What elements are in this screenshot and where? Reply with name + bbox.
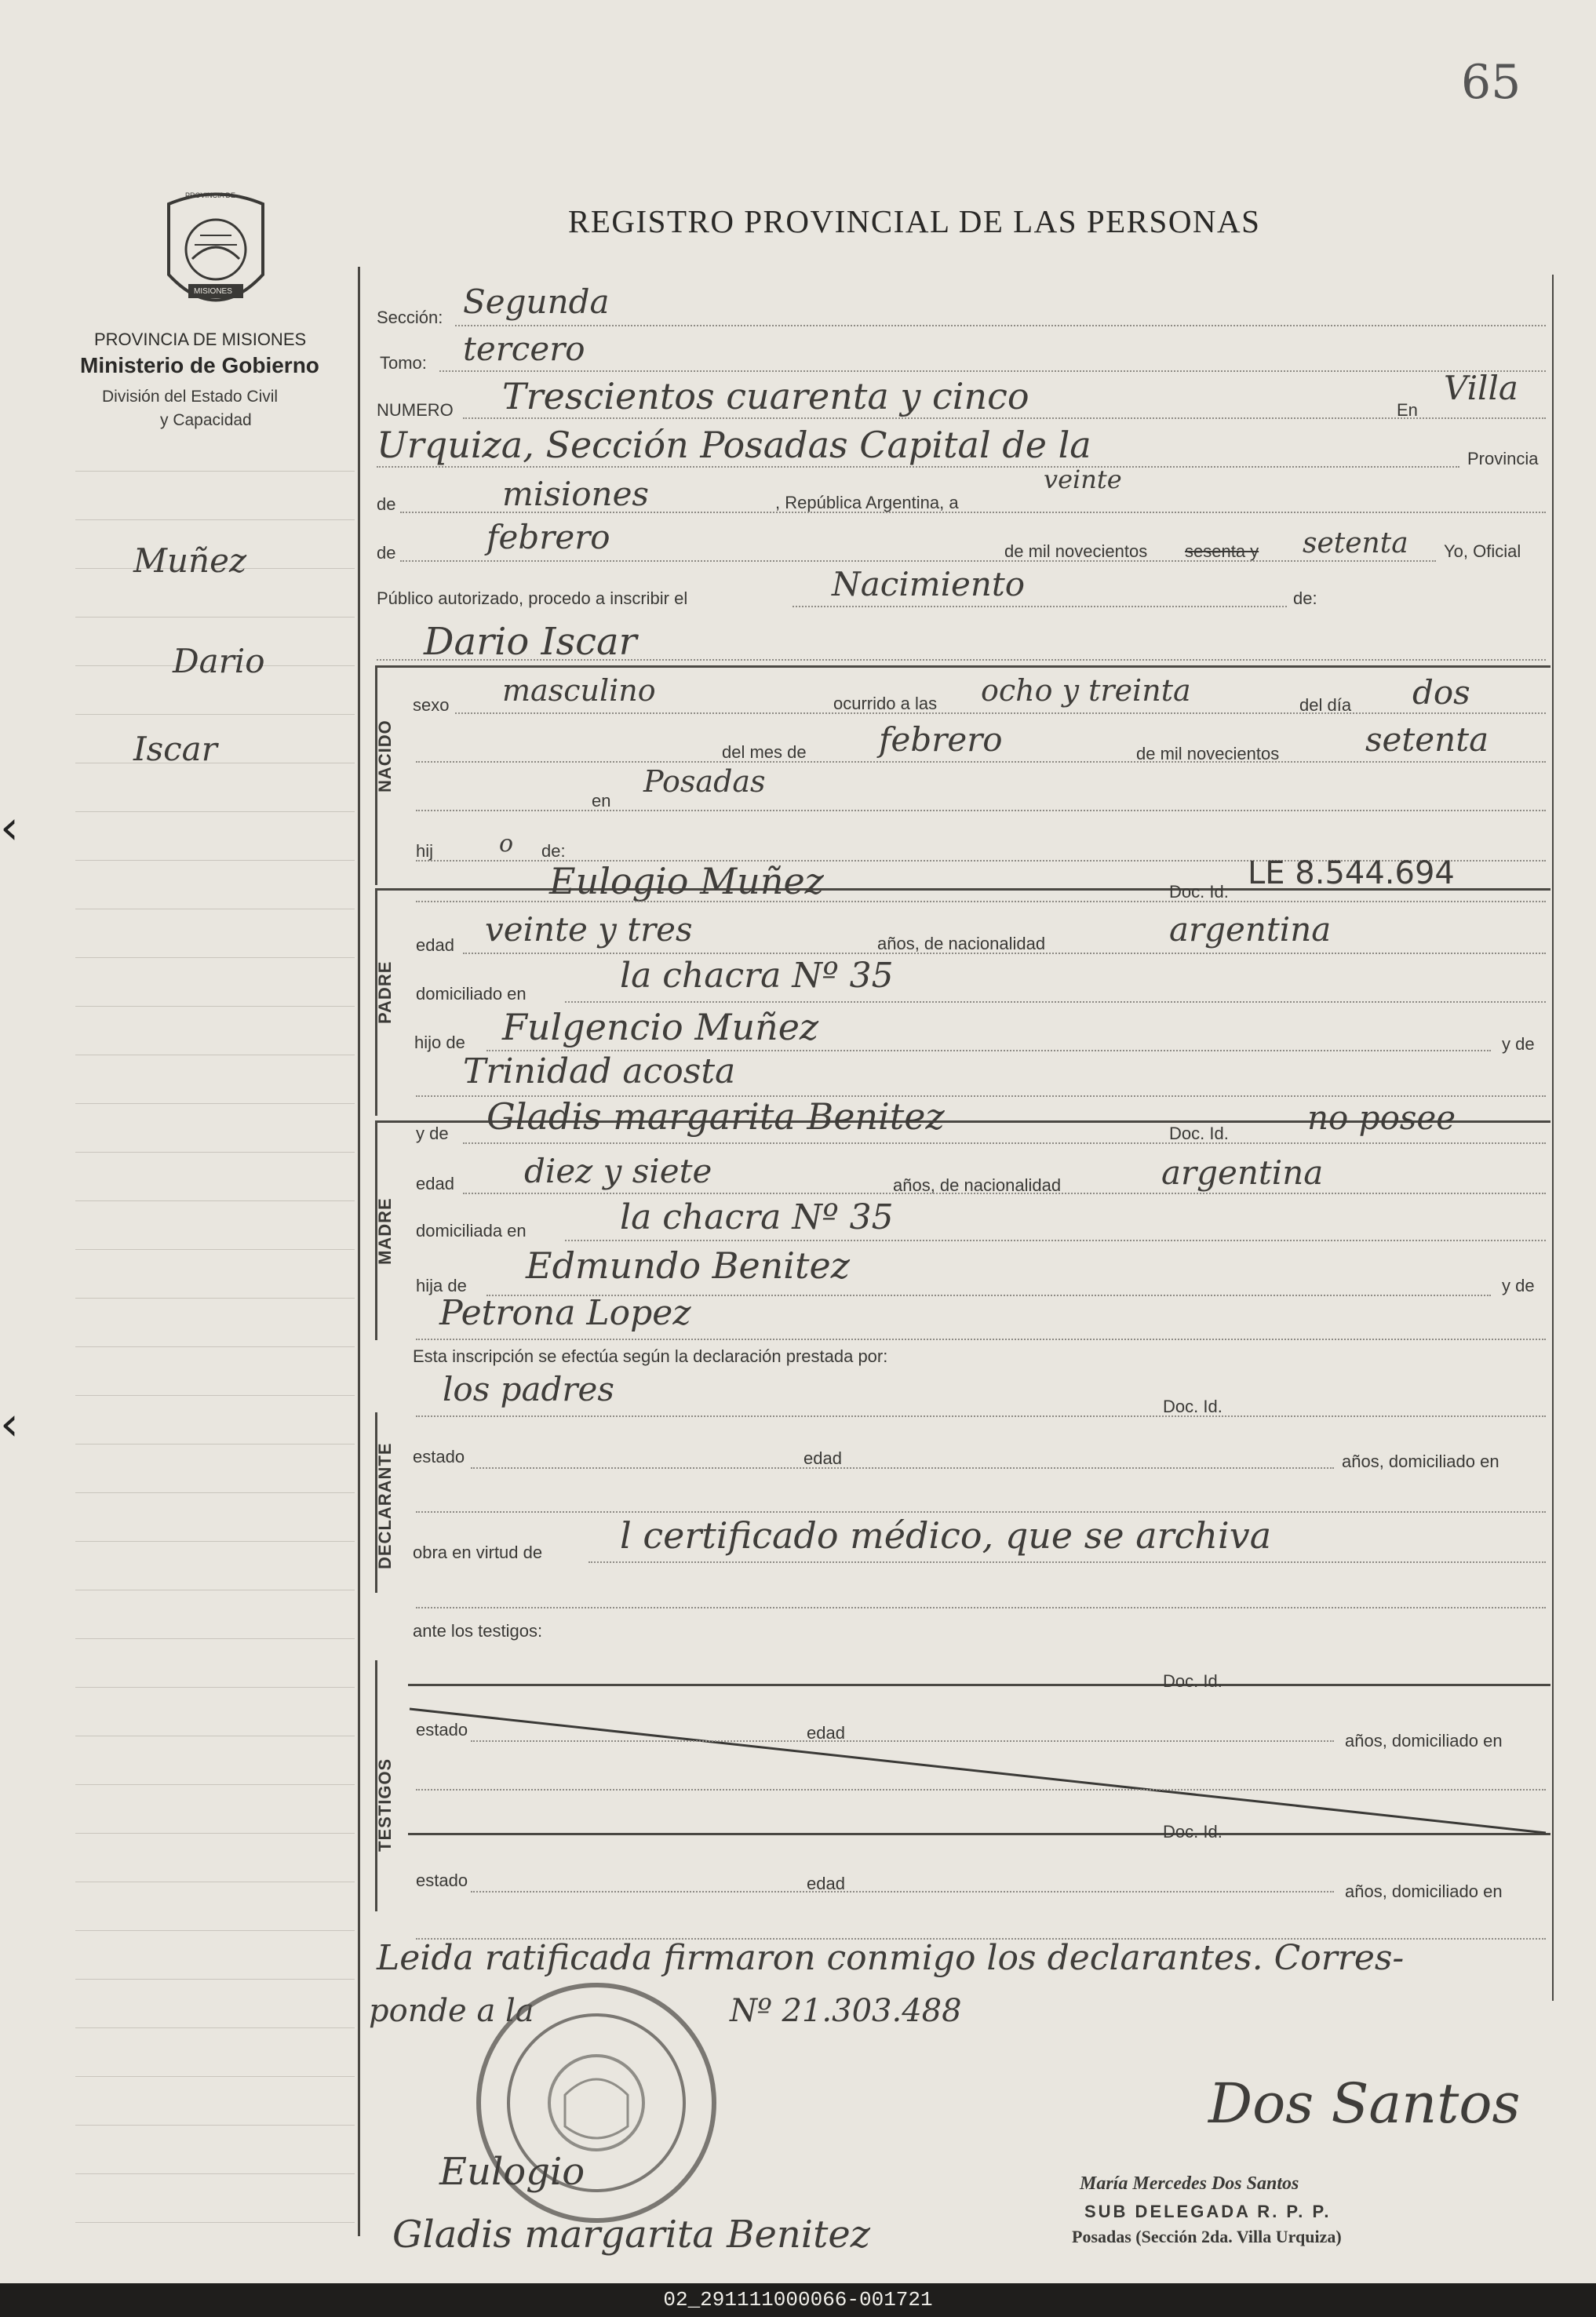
ante-label: ante los testigos: — [413, 1621, 543, 1641]
del-dia-label: del día — [1299, 695, 1352, 715]
anos-dom-label-3: años, domiciliado en — [1345, 1882, 1503, 1901]
padre-nacionalidad-label: años, de nacionalidad — [877, 934, 1046, 953]
numero-line — [463, 417, 1546, 419]
padre-nombre-value: Eulogio Muñez — [549, 860, 824, 902]
estado-line — [471, 1467, 1334, 1469]
madre-madre-value: Petrona Lopez — [439, 1293, 691, 1333]
yo-oficial-label: Yo, Oficial — [1444, 541, 1521, 561]
edad-label-3: edad — [803, 1448, 842, 1468]
page-number: 65 — [1461, 55, 1521, 110]
padre-nacionalidad-value: argentina — [1169, 910, 1332, 949]
mes-value: febrero — [879, 720, 1003, 759]
padre-nombre-line — [416, 901, 1546, 902]
closing-text-line-2: ponde a la — [369, 1993, 534, 2029]
official-office: Posadas (Sección 2da. Villa Urquiza) — [1072, 2227, 1342, 2246]
seal-top-text: PROVINCIA DE — [185, 191, 236, 199]
official-name: María Mercedes Dos Santos — [1080, 2173, 1299, 2194]
lugar-line — [377, 466, 1459, 468]
section-padre: PADRE — [375, 960, 395, 1024]
sesenta-y-label: sesenta y — [1185, 541, 1259, 561]
tomo-value: tercero — [463, 330, 585, 368]
en-label-2: en — [592, 791, 611, 811]
madre-nombre-line — [463, 1142, 1546, 1144]
doc-id-label-5: Doc. Id. — [1163, 1822, 1223, 1842]
division-label: División del Estado Civil — [102, 388, 279, 406]
republica-label: , República Argentina, a — [775, 493, 959, 512]
anos-dom-label: años, domiciliado en — [1342, 1452, 1499, 1471]
padre-doc-value: LE 8.544.694 — [1248, 855, 1455, 891]
madre-nombre-value: Gladis margarita Benitez — [486, 1095, 945, 1138]
estado-label-3: estado — [416, 1871, 468, 1890]
dia-value: dos — [1412, 673, 1470, 712]
edad-label-4: edad — [807, 1723, 845, 1743]
doc-id-label-2: Doc. Id. — [1169, 1124, 1229, 1143]
testigo1-domicilio-line — [416, 1789, 1546, 1791]
obra-line — [588, 1561, 1546, 1563]
madre-domicilio-label: domiciliada en — [416, 1221, 527, 1240]
de-colon-label-2: de: — [541, 841, 566, 861]
anos-dom-label-2: años, domiciliado en — [1345, 1731, 1503, 1751]
inscripcion-label: Esta inscripción se efectúa según la declaración prestada por: — [413, 1346, 888, 1366]
madre-y-de-label: y de — [416, 1124, 449, 1143]
provincia-label: Provincia — [1467, 449, 1539, 468]
padre-y-de-label: y de — [1502, 1034, 1535, 1054]
de-mil-label: de mil novecientos — [1004, 541, 1148, 561]
padre-domicilio-value: la chacra Nº 35 — [620, 956, 894, 996]
madre-nacionalidad-label: años, de nacionalidad — [893, 1175, 1062, 1195]
margin-first-name: Dario — [173, 642, 265, 680]
hora-value: ocho y treinta — [981, 673, 1191, 708]
section-declarante: DECLARANTE — [375, 1442, 395, 1569]
de-mil-label-2: de mil novecientos — [1136, 744, 1280, 763]
doc-id-label: Doc. Id. — [1169, 882, 1229, 902]
en-label: En — [1397, 400, 1418, 420]
madre-edad-line — [463, 1193, 1546, 1194]
obra-label: obra en virtud de — [413, 1543, 543, 1562]
sexo-line — [455, 712, 1546, 714]
sexo-value: masculino — [502, 673, 656, 708]
acto-value: Nacimiento — [832, 565, 1026, 603]
tomo-label: Tomo: — [380, 353, 427, 373]
tomo-line — [439, 370, 1546, 372]
provincia-value: misiones — [502, 475, 649, 513]
obra-value: l certificado médico, que se archiva — [620, 1514, 1272, 1557]
hij-label: hij — [416, 841, 434, 861]
padre-edad-label: edad — [416, 935, 454, 955]
page-title: REGISTRO PROVINCIAL DE LAS PERSONAS — [568, 203, 1261, 239]
seccion-line — [455, 325, 1546, 326]
margin-second-name: Iscar — [133, 730, 217, 768]
obra-line-2 — [416, 1607, 1546, 1608]
testigo1-estado-line — [471, 1740, 1334, 1742]
closing-id-number: Nº 21.303.488 — [730, 1993, 962, 2029]
declarante-line — [416, 1415, 1546, 1417]
estado-label-2: estado — [416, 1720, 468, 1740]
domicilio-line — [416, 1511, 1546, 1513]
testigo2-estado-line — [471, 1891, 1334, 1893]
acto-line — [793, 606, 1287, 607]
sexo-label: sexo — [413, 695, 450, 715]
closing-text-line-1: Leida ratificada firmaron conmigo los declarantes. Corres- — [377, 1938, 1405, 1978]
estado-label: estado — [413, 1447, 465, 1466]
padre-domicilio-label: domiciliado en — [416, 984, 527, 1004]
seal-bottom-text: MISIONES — [194, 287, 232, 296]
ocurrido-label: ocurrido a las — [833, 694, 938, 713]
doc-id-label-4: Doc. Id. — [1163, 1671, 1223, 1691]
section-madre: MADRE — [375, 1197, 395, 1265]
binding-mark: ‹ — [0, 800, 19, 855]
mes-line — [416, 761, 1546, 763]
de-label: de — [377, 494, 396, 514]
madre-domicilio-line — [565, 1240, 1546, 1241]
anio-registro-value: setenta — [1303, 527, 1408, 559]
lugar-value: Urquiza, Sección Posadas Capital de la — [377, 424, 1091, 466]
numero-label: NUMERO — [377, 400, 454, 420]
nombre-value: Dario Iscar — [424, 620, 637, 664]
seccion-value: Segunda — [463, 282, 610, 321]
lugar-nacimiento-value: Posadas — [643, 764, 766, 799]
signature-father: Eulogio — [439, 2150, 585, 2194]
madre-y-de-label: y de — [1502, 1276, 1535, 1295]
anio-value: setenta — [1365, 720, 1489, 759]
section-nacido: NACIDO — [375, 720, 395, 792]
publico-label: Público autorizado, procedo a inscribir el — [377, 588, 688, 608]
de-label: de — [377, 543, 396, 563]
padre-domicilio-line — [565, 1001, 1546, 1003]
declarante-value: los padres — [443, 1370, 614, 1408]
padre-hijo-de-value: Fulgencio Muñez — [502, 1006, 819, 1048]
madre-hija-de-label: hija de — [416, 1276, 467, 1295]
del-mes-label: del mes de — [722, 742, 807, 762]
padre-edad-value: veinte y tres — [485, 910, 693, 949]
padre-edad-line — [463, 953, 1546, 954]
province-label: PROVINCIA DE MISIONES — [94, 330, 307, 349]
section-testigos: TESTIGOS — [375, 1758, 395, 1852]
margin-surname: Muñez — [133, 541, 247, 580]
madre-doc-value: no posee — [1307, 1098, 1456, 1137]
lugar-nacimiento-line — [416, 810, 1546, 811]
file-identifier-bar: 02_291111000066-001721 — [0, 2283, 1596, 2317]
binding-mark: ‹ — [0, 1397, 19, 1452]
seccion-label: Sección: — [377, 308, 443, 327]
mes-registro-value: febrero — [486, 518, 610, 556]
doc-id-label-3: Doc. Id. — [1163, 1397, 1223, 1416]
division-label-2: y Capacidad — [160, 411, 252, 429]
padre-madre-value: Trinidad acosta — [463, 1051, 736, 1091]
official-role: SUB DELEGADA R. P. P. — [1084, 2202, 1332, 2221]
madre-edad-label: edad — [416, 1174, 454, 1193]
madre-hija-de-value: Edmundo Benitez — [526, 1244, 850, 1287]
de-colon-label: de: — [1293, 588, 1317, 608]
dia-registro-value: veinte — [1044, 464, 1122, 494]
signature-mother: Gladis margarita Benitez — [392, 2213, 871, 2257]
padre-hijo-de-label: hijo de — [414, 1033, 465, 1052]
madre-edad-value: diez y siete — [524, 1152, 712, 1190]
ministry-label: Ministerio de Gobierno — [80, 353, 319, 377]
madre-madre-line — [416, 1339, 1546, 1340]
madre-domicilio-value: la chacra Nº 35 — [620, 1197, 894, 1237]
fecha-line — [400, 560, 1436, 562]
numero-value: Trescientos cuarenta y cinco — [502, 375, 1029, 417]
signature-official: Dos Santos — [1208, 2071, 1521, 2136]
hij-suffix-value: o — [499, 830, 514, 858]
en-lugar-value: Villa — [1444, 369, 1518, 407]
edad-label-5: edad — [807, 1874, 845, 1893]
madre-nacionalidad-value: argentina — [1161, 1153, 1324, 1192]
